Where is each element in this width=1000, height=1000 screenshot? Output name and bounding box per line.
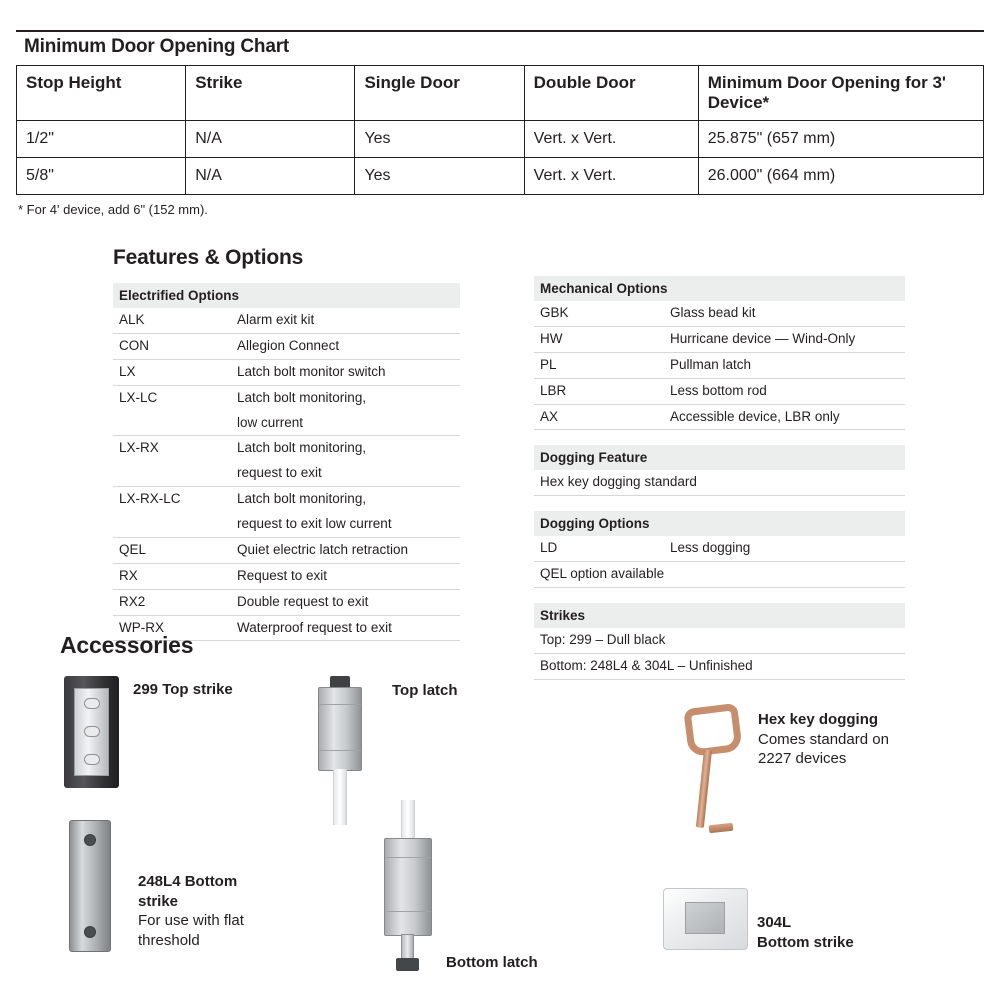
option-desc: Latch bolt monitoring,: [237, 491, 367, 507]
option-desc: low current: [237, 414, 304, 430]
option-desc: Allegion Connect: [237, 337, 340, 353]
hex-key-label-line1: Hex key dogging: [758, 711, 879, 728]
strike-hole-shape: [84, 926, 96, 938]
option-desc: Hurricane device — Wind-Only: [670, 330, 856, 346]
dogging-options-note: QEL option available: [540, 566, 665, 582]
248l4-label-line3: For use with flat: [138, 912, 244, 929]
hex-key-dogging-image: [680, 706, 752, 846]
hex-key-tip-shape: [709, 823, 734, 833]
latch-rod-shape: [401, 800, 415, 840]
list-item: [113, 386, 460, 411]
option-code: GBK: [540, 305, 569, 320]
mechanical-options-column: [534, 276, 905, 680]
248l4-label-line1: 248L4 Bottom: [138, 873, 238, 890]
option-desc: Latch bolt monitor switch: [237, 363, 386, 379]
option-code: RX2: [119, 593, 146, 609]
latch-body-shape: [318, 687, 362, 771]
299-top-strike-image: [64, 676, 119, 788]
option-code: LBR: [540, 382, 567, 398]
bottom-latch-label-text: Bottom latch: [446, 954, 538, 971]
list-item: [113, 487, 460, 512]
299-top-strike-label: [133, 680, 233, 700]
strikes-heading: Strikes: [534, 603, 905, 628]
option-code: HW: [540, 330, 563, 346]
latch-body-shape: [384, 838, 432, 936]
latch-seam-shape: [385, 857, 431, 858]
column-header-stop-height: Stop Height: [17, 66, 186, 121]
cell-single-door: Yes: [355, 121, 524, 158]
list-item: [534, 628, 905, 654]
list-item: [113, 538, 460, 564]
top-latch-image: [318, 676, 362, 821]
list-item: [534, 536, 905, 562]
strike-slot-shape: [84, 698, 100, 709]
option-desc: Glass bead kit: [670, 305, 756, 320]
option-desc: request to exit: [237, 465, 322, 481]
option-code: LD: [540, 540, 558, 556]
list-item: [534, 562, 905, 588]
248l4-label-line2: strike: [138, 892, 179, 910]
hex-key-loop-shape: [683, 703, 742, 757]
top-latch-label: [392, 681, 458, 701]
electrified-options-heading: Electrified Options: [113, 283, 460, 308]
features-options-title: Features & Options: [113, 246, 304, 269]
list-item: [534, 654, 905, 680]
dogging-feature-heading: Dogging Feature: [534, 445, 905, 470]
hex-key-label-line2: Comes standard on: [758, 730, 889, 748]
option-desc: Accessible device, LBR only: [670, 408, 840, 424]
option-desc: request to exit low current: [237, 516, 392, 531]
list-item: [534, 301, 905, 327]
option-desc: Less dogging: [670, 540, 751, 556]
accessories-title: Accessories: [60, 632, 194, 658]
cell-single-door: Yes: [355, 158, 524, 195]
option-code: AX: [540, 408, 559, 424]
bottom-latch-image: [384, 800, 432, 975]
option-desc: Double request to exit: [237, 593, 369, 609]
304l-label-line1: 304L: [757, 914, 792, 931]
option-desc: Latch bolt monitoring,: [237, 440, 367, 456]
list-item-continuation: [113, 461, 460, 487]
section-spacer: [534, 430, 905, 445]
bottom-latch-label: [446, 953, 538, 973]
section-spacer: [534, 496, 905, 511]
list-item: [113, 360, 460, 386]
list-item: [534, 379, 905, 405]
cell-minimum-opening: 26.000" (664 mm): [698, 158, 983, 195]
list-item: [534, 353, 905, 379]
strike-top-text: Top: 299 – Dull black: [540, 632, 666, 647]
cell-minimum-opening: 25.875" (657 mm): [698, 121, 983, 158]
248l4-label-line4: threshold: [138, 931, 200, 949]
column-header-single-door: Single Door: [355, 66, 524, 121]
dogging-options-heading: Dogging Options: [534, 511, 905, 536]
column-header-double-door: Double Door: [524, 66, 698, 121]
list-item: [534, 470, 905, 496]
list-item: [113, 308, 460, 334]
table-header-row: [17, 66, 984, 121]
option-code: LX-RX-LC: [119, 491, 181, 507]
list-item: [534, 405, 905, 431]
strike-hole-shape: [84, 834, 96, 846]
list-item: [113, 590, 460, 616]
option-code: ALK: [119, 312, 145, 327]
electrified-options-column: [113, 283, 460, 641]
mechanical-options-heading: Mechanical Options: [534, 276, 905, 301]
latch-seam-shape: [319, 750, 361, 751]
304l-label-line2: Bottom strike: [757, 933, 854, 951]
option-desc: Waterproof request to exit: [237, 619, 392, 635]
column-header-strike: Strike: [186, 66, 355, 121]
strike-slot-shape: [84, 754, 100, 765]
299-top-strike-label-text: 299 Top strike: [133, 681, 233, 698]
list-item: [113, 334, 460, 360]
latch-seam-shape: [385, 911, 431, 912]
option-desc: Quiet electric latch retraction: [237, 541, 409, 557]
cell-stop-height: 5/8": [17, 158, 186, 195]
strike-slot-shape: [84, 726, 100, 737]
cell-strike: N/A: [186, 158, 355, 195]
minimum-door-opening-chart: [16, 30, 984, 217]
latch-stem-shape: [401, 934, 414, 960]
cell-strike: N/A: [186, 121, 355, 158]
strike-bottom-text: Bottom: 248L4 & 304L – Unfinished: [540, 657, 753, 673]
section-spacer: [534, 588, 905, 603]
top-latch-label-text: Top latch: [392, 682, 458, 699]
option-code: LX-LC: [119, 389, 158, 405]
latch-rod-shape: [333, 769, 347, 825]
list-item: [534, 327, 905, 353]
cell-double-door: Vert. x Vert.: [524, 158, 698, 195]
248l4-bottom-strike-image: [69, 820, 111, 952]
table-row: [17, 121, 984, 158]
hex-key-stem-shape: [696, 750, 712, 828]
table-row: [17, 158, 984, 195]
option-code: LX: [119, 363, 136, 379]
304l-bottom-strike-label: [757, 913, 897, 952]
option-code: PL: [540, 356, 557, 372]
list-item: [113, 564, 460, 590]
option-desc: Latch bolt monitoring,: [237, 389, 367, 405]
option-desc: Pullman latch: [670, 356, 752, 372]
list-item: [113, 436, 460, 461]
list-item-continuation: [113, 411, 460, 437]
option-code: QEL: [119, 541, 147, 557]
chart-table: [16, 65, 984, 195]
cell-stop-height: 1/2": [17, 121, 186, 158]
chart-title: Minimum Door Opening Chart: [16, 30, 984, 65]
248l4-bottom-strike-label: [138, 872, 298, 950]
cell-double-door: Vert. x Vert.: [524, 121, 698, 158]
hex-key-label-line3: 2227 devices: [758, 750, 847, 767]
option-code: LX-RX: [119, 440, 159, 456]
latch-foot-shape: [396, 958, 419, 971]
option-desc: Less bottom rod: [670, 382, 767, 398]
hex-key-dogging-label: [758, 710, 938, 769]
column-header-minimum-opening: Minimum Door Opening for 3' Device*: [698, 66, 983, 121]
304l-bottom-strike-image: [663, 888, 748, 950]
latch-seam-shape: [319, 704, 361, 705]
option-desc: Request to exit: [237, 567, 328, 583]
option-desc: Alarm exit kit: [237, 312, 315, 327]
option-code: RX: [119, 567, 138, 583]
option-code: WP-RX: [119, 619, 164, 635]
dogging-feature-text: Hex key dogging standard: [540, 474, 697, 490]
option-code: CON: [119, 337, 149, 353]
list-item-continuation: [113, 512, 460, 538]
strike-inner-shape: [685, 902, 725, 934]
chart-footnote: * For 4' device, add 6" (152 mm).: [18, 202, 208, 218]
